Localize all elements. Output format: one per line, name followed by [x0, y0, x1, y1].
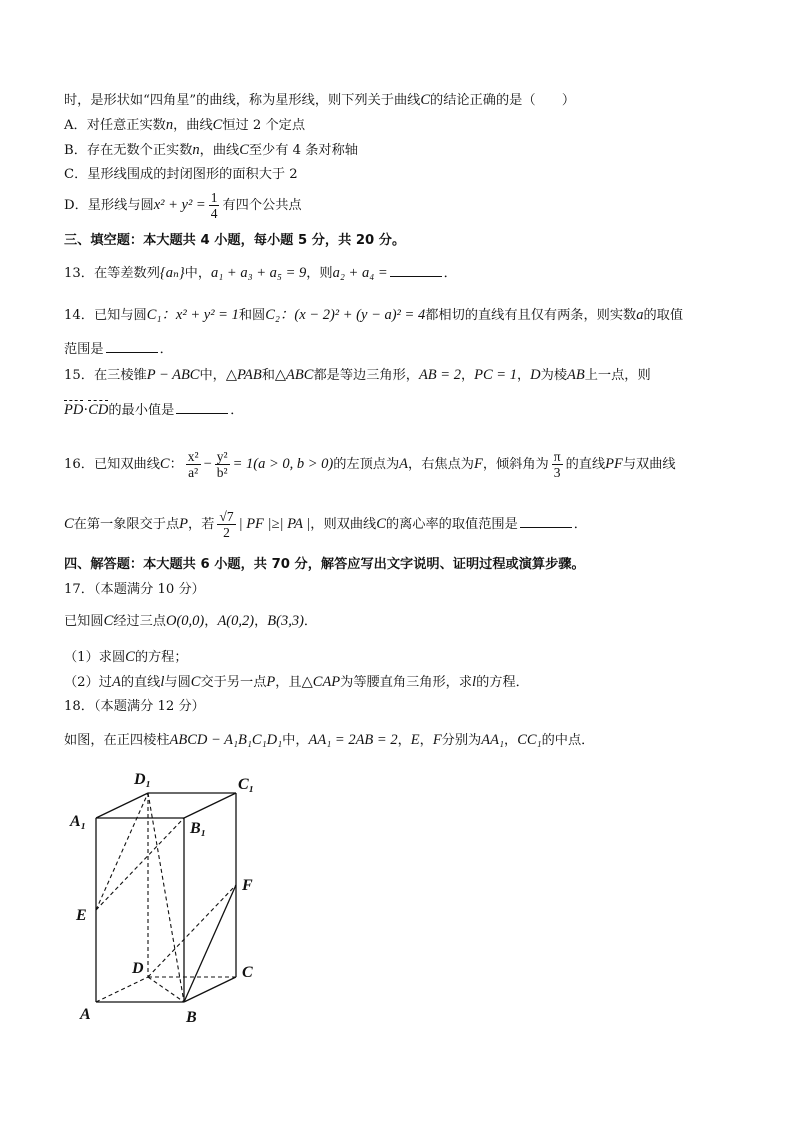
label-a1: A₁	[70, 813, 87, 830]
q15-line2: PD·CD的最小值是 ．	[64, 402, 244, 418]
label-d1: D₁	[134, 771, 152, 788]
answer-blank	[176, 401, 228, 414]
label-d: D	[132, 960, 144, 977]
q12-stem: 时，是形状如“四角星”的曲线，称为星形线，则下列关于曲线C的结论正确的是（ ）	[64, 92, 576, 108]
segment-e-b1-hidden	[96, 818, 184, 910]
q12-option-b: B．存在无数个正实数n，曲线C至少有 4 条对称轴	[64, 142, 358, 158]
segment-d-b-hidden	[148, 977, 184, 1002]
label-b1: B₁	[190, 820, 207, 837]
q15-line1: 15．在三棱锥P − ABC中，△PAB和△ABC都是等边三角形，AB = 2，PC = 1，D为棱AB上一点，则	[64, 367, 651, 383]
q17-heading: 17．（本题满分 10 分）	[64, 582, 205, 597]
q16-line2: C在第一象限交于点P，若 $\frac{√7}{2}$ | PF |≥| PA |，则双曲线C的离心率的取值范围是 ．	[64, 509, 587, 540]
label-f: F	[242, 877, 253, 894]
label-a: A	[80, 1006, 91, 1023]
segment-e-d1-hidden	[96, 793, 148, 910]
label-e: E	[76, 907, 87, 924]
q18-heading: 18．（本题满分 12 分）	[64, 699, 205, 714]
label-c1: C₁	[238, 776, 255, 793]
q18-stem: 如图，在正四棱柱ABCD − A₁B₁C₁D₁中，AA₁ = 2AB = 2，E，F分别为AA₁，CC₁的中点．	[64, 732, 595, 748]
fraction-x2-a2: $\frac{\text{x²}}{\text{a²}}$	[187, 449, 199, 480]
segment-d-f-hidden	[148, 885, 236, 977]
answer-blank	[390, 264, 442, 277]
prism-figure	[60, 760, 280, 1030]
label-b: B	[186, 1009, 197, 1026]
q13: 13．在等差数列{aₙ}中，a₁ + a₃ + a₅ = 9，则a₂ + a₄ = ．	[64, 265, 457, 281]
edge-a-d-hidden	[96, 977, 148, 1002]
segment-b-f	[184, 885, 236, 1002]
q12-option-a: A．对任意正实数n，曲线C恒过 2 个定点	[64, 117, 306, 133]
fraction-sqrt7-2: $\frac{√7}{2}$	[219, 509, 234, 540]
q14-line1: 14．已知与圆C₁：x² + y² = 1和圆C₂：(x − 2)² + (y − a)² = 4都相切的直线有且仅有两条，则实数a的取值	[64, 307, 684, 323]
section-3-heading: 三、填空题：本大题共 4 小题，每小题 5 分，共 20 分。	[64, 233, 406, 248]
fraction-one-quarter: $\frac{1}{4}$	[210, 190, 218, 221]
edge-b1-c1	[184, 793, 236, 818]
fraction-pi-3: $\frac{\pi}{3}$	[553, 449, 561, 480]
edge-a1-d1	[96, 793, 148, 818]
edge-b-c	[184, 977, 236, 1002]
q17-stem: 已知圆C经过三点O(0,0)，A(0,2)，B(3,3)．	[64, 613, 318, 629]
section-4-heading: 四、解答题：本大题共 6 小题，共 70 分，解答应写出文字说明、证明过程或演算步骤。	[64, 557, 585, 572]
answer-blank	[106, 340, 158, 353]
fraction-y2-b2: $\frac{\text{y²}}{\text{b²}}$	[216, 449, 228, 480]
q16-line1: 16．已知双曲线C： $\frac{\text{x²}}{\text{a²}}$ − $\frac{\text{y²}}{\text{b²}}$ = 1(a > 0, b > 0)的左顶点为A，右焦点为F，倾斜角为 $\frac{\pi}{3}$ 的直线PF与双曲线	[64, 449, 676, 480]
label-c: C	[242, 964, 253, 981]
q14-line2: 范围是 ．	[64, 342, 173, 357]
q17-part2: （2）过A的直线l与圆C交于另一点P，且△CAP为等腰直角三角形，求l的方程．	[64, 674, 529, 690]
q12-option-d: D．星形线与圆x² + y² = $\frac{1}{4}$ 有四个公共点	[64, 190, 302, 221]
q17-part1: （1）求圆C的方程；	[64, 649, 188, 665]
q12-option-c: C．星形线围成的封闭图形的面积大于 2	[64, 167, 298, 182]
answer-blank	[520, 515, 572, 528]
